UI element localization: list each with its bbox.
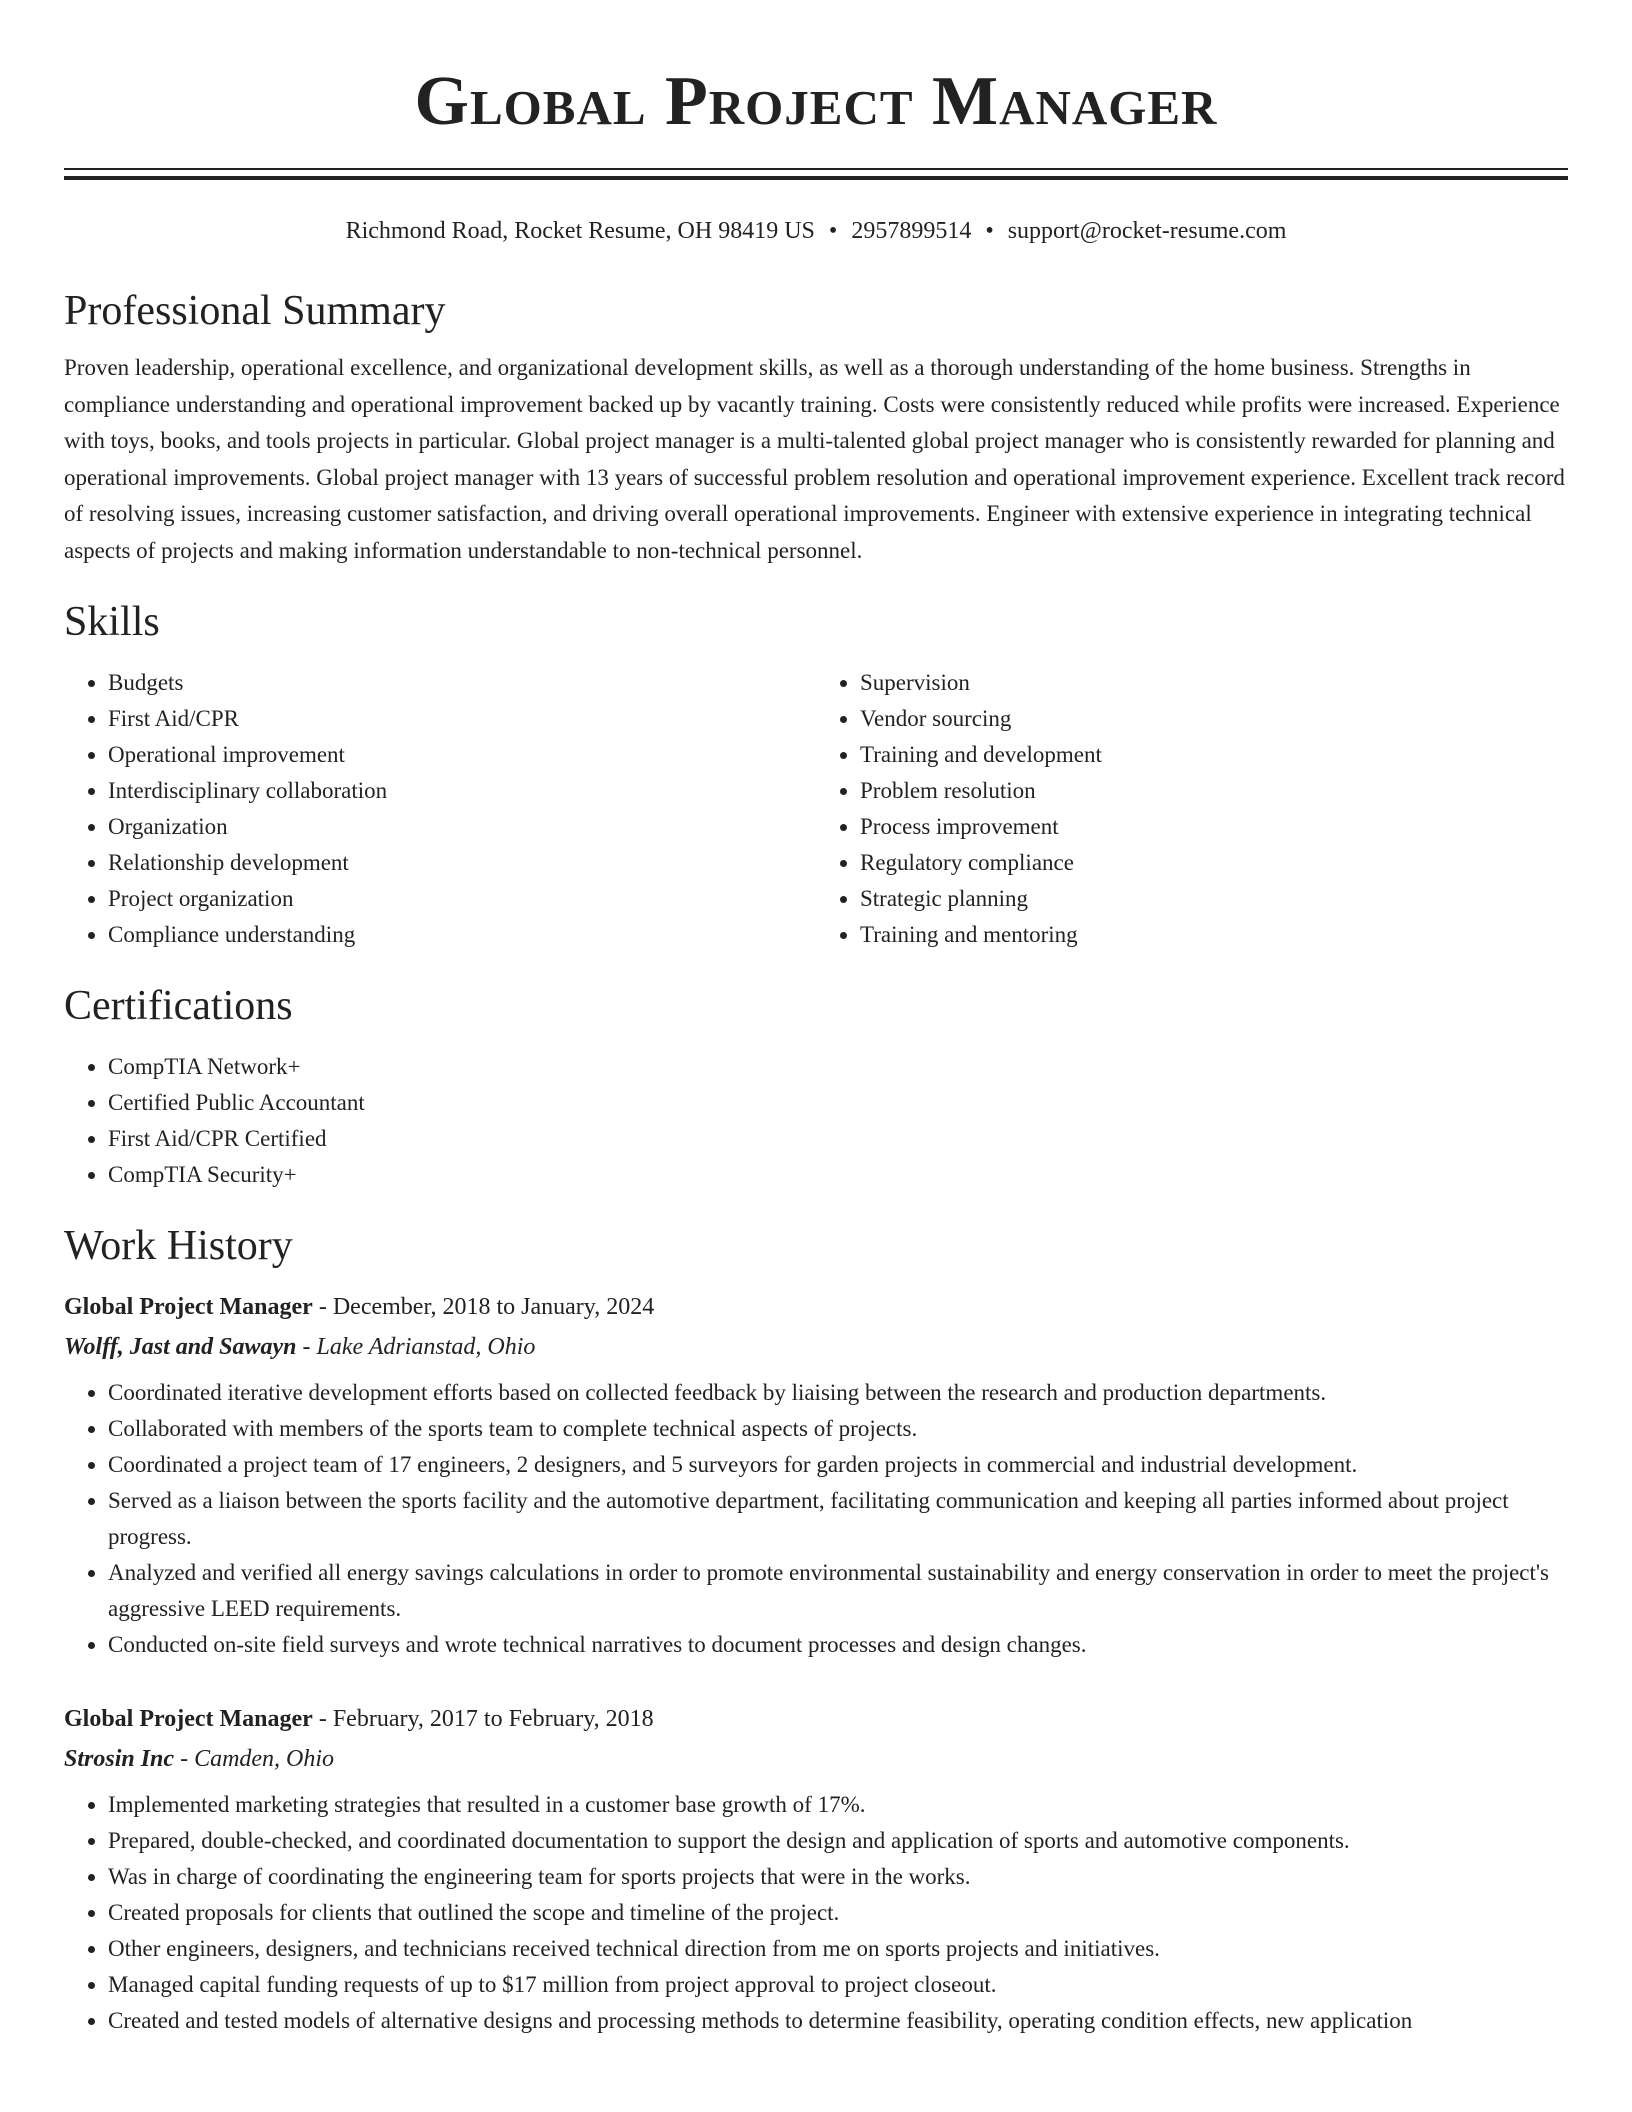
skill-item: • Process improvement xyxy=(860,809,1568,845)
job-location: Lake Adrianstad, Ohio xyxy=(316,1334,536,1360)
summary-heading: Professional Summary xyxy=(64,288,446,334)
contact-address: Richmond Road, Rocket Resume, OH 98419 US xyxy=(345,218,815,244)
job-company-line xyxy=(64,1743,1568,1775)
job-dates: December, 2018 to January, 2024 xyxy=(332,1294,655,1320)
job-bullet: • Analyzed and verified all energy savings calculations in order to promote environmental sustainability and energy conservation in order to meet the project's aggressive LEED requirements. xyxy=(108,1555,1568,1627)
header-divider-thick xyxy=(64,176,1568,180)
job-bullet: • Implemented marketing strategies that resulted in a customer base growth of 17%. xyxy=(108,1787,1568,1823)
resume-page xyxy=(64,0,1568,2039)
header-divider-thin xyxy=(64,168,1568,170)
skills-heading: Skills xyxy=(64,599,160,645)
contact-phone: 2957899514 xyxy=(851,218,972,244)
job-title: Global Project Manager xyxy=(64,1294,313,1320)
job-bullet: • Created and tested models of alternative designs and processing methods to determine feasibility, operating condition effects, new application xyxy=(108,2003,1568,2039)
certification-item: • CompTIA Security+ xyxy=(108,1157,1568,1193)
job-dash: - xyxy=(302,1334,311,1360)
job-bullet: • Was in charge of coordinating the engineering team for sports projects that were in the works. xyxy=(108,1859,1568,1895)
job-bullet: • Created proposals for clients that outlined the scope and timeline of the project. xyxy=(108,1895,1568,1931)
contact-email: support@rocket-resume.com xyxy=(1007,218,1287,244)
job-dash: - xyxy=(180,1746,189,1772)
skill-item: • Vendor sourcing xyxy=(860,701,1568,737)
certification-item: • First Aid/CPR Certified xyxy=(108,1121,1568,1157)
job-location: Camden, Ohio xyxy=(194,1746,335,1772)
job-bullet: • Other engineers, designers, and technicians received technical direction from me on sports projects and initiatives. xyxy=(108,1931,1568,1967)
job-bullet: • Coordinated a project team of 17 engineers, 2 designers, and 5 surveyors for garden projects in commercial and industrial development. xyxy=(108,1447,1568,1483)
skill-item: • Problem resolution xyxy=(860,773,1568,809)
skill-item: • Organization xyxy=(108,809,816,845)
job-company: Strosin Inc xyxy=(64,1746,175,1772)
contact-separator: • xyxy=(985,218,994,244)
job-entry xyxy=(64,1703,1568,2039)
summary-text: Proven leadership, operational excellence, and organizational development skills, as well as a thorough understanding of the home business. Strengths in compliance understanding and operational improvement backed up by vacantly training. Costs were consistently reduced while profits were increased. Experience with toys, books, and tools projects in particular. Global project manager is a multi-talented global project manager who is consistently rewarded for planning and operational improvements. Global project manager with 13 years of successful problem resolution and operational improvement experience. Excellent track record of resolving issues, increasing customer satisfaction, and driving overall operational improvements. Engineer with extensive experience in integrating technical aspects of projects and making information understandable to non-technical personnel. xyxy=(64,355,1565,563)
skill-item: • Regulatory compliance xyxy=(860,845,1568,881)
skill-item: • Supervision xyxy=(860,665,1568,701)
certification-item: • CompTIA Network+ xyxy=(108,1049,1568,1085)
skill-item: • Budgets xyxy=(108,665,816,701)
job-dash: - xyxy=(318,1294,327,1320)
job-bullet: • Conducted on-site field surveys and wrote technical narratives to document processes and design changes. xyxy=(108,1627,1568,1663)
contact-separator: • xyxy=(828,218,838,244)
job-entry xyxy=(64,1291,1568,1663)
skills-column-right xyxy=(816,665,1568,953)
resume-title: Global Project Manager xyxy=(414,63,1218,140)
job-bullet: • Served as a liaison between the sports facility and the automotive department, facilitating communication and keeping all parties informed about project progress. xyxy=(108,1483,1568,1555)
skill-item: • Operational improvement xyxy=(108,737,816,773)
job-title-line xyxy=(64,1703,1568,1735)
skill-item: • Compliance understanding xyxy=(108,917,816,953)
work-history-heading: Work History xyxy=(64,1223,293,1269)
job-bullets xyxy=(64,1787,1568,2039)
skill-item: • Strategic planning xyxy=(860,881,1568,917)
skills-column-left xyxy=(64,665,816,953)
skills-list xyxy=(64,665,1568,953)
skill-item: • Training and development xyxy=(860,737,1568,773)
skill-item: • Training and mentoring xyxy=(860,917,1568,953)
job-title: Global Project Manager xyxy=(64,1706,313,1732)
skill-item: • First Aid/CPR xyxy=(108,701,816,737)
job-company: Wolff, Jast and Sawayn xyxy=(64,1334,297,1360)
skill-item: • Relationship development xyxy=(108,845,816,881)
skill-item: • Project organization xyxy=(108,881,816,917)
job-bullet: • Coordinated iterative development efforts based on collected feedback by liaising between the research and production departments. xyxy=(108,1375,1568,1411)
job-bullets xyxy=(64,1375,1568,1663)
job-bullet: • Managed capital funding requests of up to $17 million from project approval to project closeout. xyxy=(108,1967,1568,2003)
job-dash: - xyxy=(318,1706,327,1732)
job-company-line xyxy=(64,1331,1568,1363)
job-dates: February, 2017 to February, 2018 xyxy=(332,1706,654,1732)
job-bullet: • Prepared, double-checked, and coordinated documentation to support the design and application of sports and automotive components. xyxy=(108,1823,1568,1859)
certification-item: • Certified Public Accountant xyxy=(108,1085,1568,1121)
certifications-list xyxy=(64,1049,1568,1193)
skill-item: • Interdisciplinary collaboration xyxy=(108,773,816,809)
certifications-heading: Certifications xyxy=(64,983,293,1029)
contact-line xyxy=(64,216,1568,246)
job-bullet: • Collaborated with members of the sports team to complete technical aspects of projects. xyxy=(108,1411,1568,1447)
job-title-line xyxy=(64,1291,1568,1323)
